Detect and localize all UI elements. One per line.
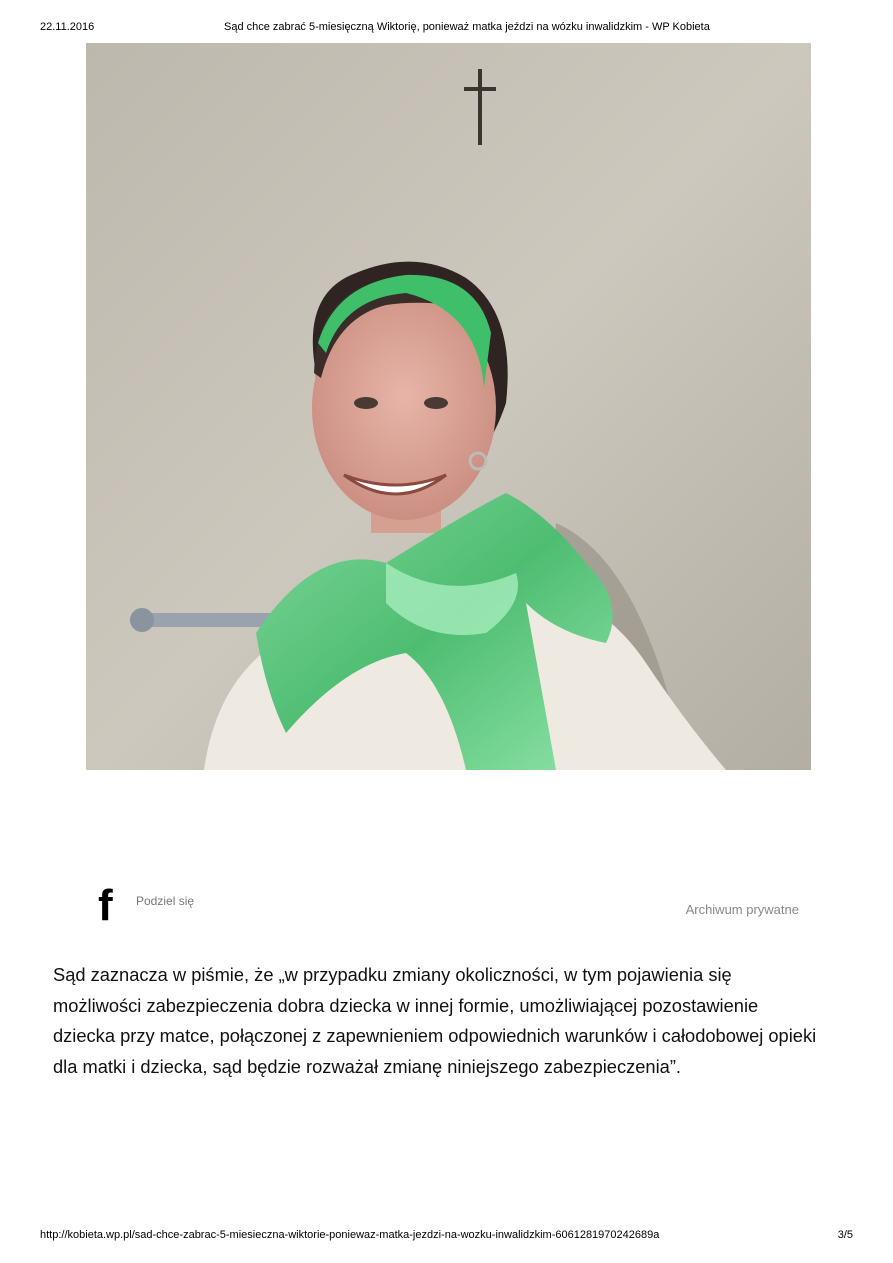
photo-illustration bbox=[86, 43, 811, 770]
print-page-title: Sąd chce zabrać 5-miesięczną Wiktorię, ponieważ matka jeździ na wózku inwalidzkim - WP Kobieta bbox=[224, 21, 710, 33]
share-label: Podziel się bbox=[136, 894, 195, 908]
article-body bbox=[53, 960, 823, 1082]
facebook-icon: f bbox=[98, 881, 113, 930]
print-page-number: 3/5 bbox=[837, 1229, 853, 1241]
article-photo bbox=[86, 43, 811, 770]
article-paragraph: Sąd zaznacza w piśmie, że „w przypadku zmiany okoliczności, w tym pojawienia się możliwości zabezpieczenia dobra dziecka w innej formie, umożliwiającej pozostawienie dziecka przy matce, połączonej z zapewnieniem odpowiednich warunków i całodobowej opieki dla matki i dziecka, sąd będzie rozważał zmianę niniejszego zabezpieczenia”. bbox=[53, 964, 817, 1077]
print-url: http://kobieta.wp.pl/sad-chce-zabrac-5-miesieczna-wiktorie-poniewaz-matka-jezdzi-na-wozku-inwalidzkim-6061281970242689a bbox=[40, 1229, 660, 1241]
print-date: 22.11.2016 bbox=[40, 21, 95, 33]
share-button[interactable] bbox=[98, 881, 238, 930]
photo-credit: Archiwum prywatne bbox=[685, 902, 799, 917]
